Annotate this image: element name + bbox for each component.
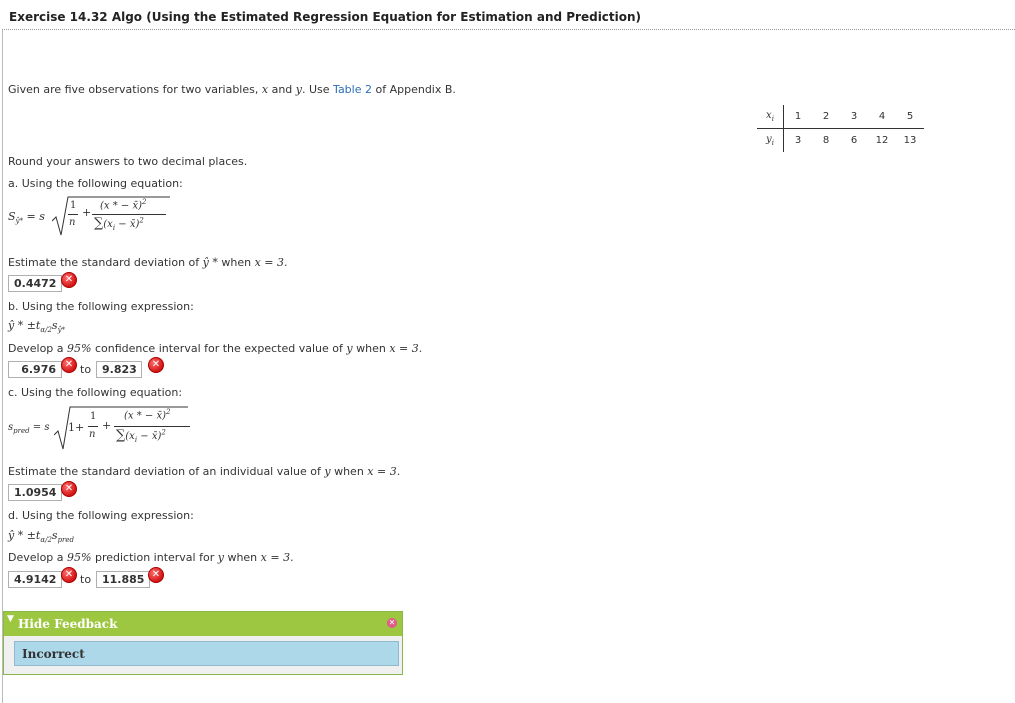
page-title: Exercise 14.32 Algo (Using the Estimated Regression Equation for Estimation and Prediction) xyxy=(9,10,642,24)
table-cell: 2 xyxy=(812,105,840,129)
answer-b-low-field[interactable]: 6.976 xyxy=(8,361,62,378)
error-icon: ✕ xyxy=(61,481,77,497)
title-divider xyxy=(2,29,1015,30)
part-c-label: c. Using the following equation: xyxy=(8,386,183,399)
part-a-label: a. Using the following equation: xyxy=(8,177,183,190)
table-row-x xyxy=(757,105,924,129)
part-c-question: Estimate the standard deviation of an individual value of y when x = 3. xyxy=(8,465,401,478)
part-d-question: Develop a 95% prediction interval for y when x = 3. xyxy=(8,551,294,564)
table-cell: 3 xyxy=(794,135,802,146)
formula-s-yhat: $S_{ŷ*} = s$ 1 n + (x * − x̄)$^2$ $\sum(x_i$ − x̄)$^2$ xyxy=(8,195,168,245)
to-label: to xyxy=(80,573,92,586)
part-a-question: Estimate the standard deviation of ŷ * when x = 3. xyxy=(8,256,288,269)
table-cell: 8 xyxy=(822,135,830,146)
content-border xyxy=(2,30,3,703)
data-table xyxy=(757,105,924,152)
error-icon: ✕ xyxy=(61,272,77,288)
feedback-message-box xyxy=(14,641,399,666)
table-cell: 12 xyxy=(875,135,889,146)
part-b-question: Develop a 95% confidence interval for the expected value of y when x = 3. xyxy=(8,342,423,355)
part-b-expression: ŷ * $\pm t_{\alpha/2}s_{ŷ*}$ xyxy=(8,319,66,335)
table-cell: 6 xyxy=(850,135,858,146)
table-cell: 3 xyxy=(840,105,868,129)
y-header: $y_i$ xyxy=(757,129,784,153)
feedback-header[interactable] xyxy=(4,612,402,636)
round-note: Round your answers to two decimal places. xyxy=(8,155,248,168)
part-b-label: b. Using the following expression: xyxy=(8,300,194,313)
table-cell: 1 xyxy=(784,105,813,129)
table-row-y xyxy=(757,129,924,153)
error-icon: ✕ xyxy=(148,567,164,583)
part-d-expression: ŷ * $\pm t_{\alpha/2}s_{pred}$ xyxy=(8,529,75,545)
feedback-panel xyxy=(3,611,403,675)
x-header: $x_i$ xyxy=(757,105,784,129)
answer-a-field[interactable]: 0.4472 xyxy=(8,275,62,292)
answer-c-field[interactable]: 1.0954 xyxy=(8,484,62,501)
error-icon: ✕ xyxy=(61,567,77,583)
collapse-arrow-icon[interactable]: ▼ xyxy=(7,614,14,624)
table-cell: 4 xyxy=(868,105,896,129)
intro-text: Given are five observations for two variables, x and y. Use Table 2 of Appendix B. xyxy=(8,83,456,96)
error-icon: ✕ xyxy=(61,357,77,373)
to-label: to xyxy=(80,363,92,376)
close-icon[interactable]: ✕ xyxy=(388,618,396,627)
table-2-link[interactable]: Table 2 xyxy=(333,83,372,96)
formula-s-pred: $s_{pred} = s$ 1+ 1 n + (x * − x̄)$^2$ $\sum(x_i$ − x̄)$^2$ xyxy=(8,405,193,455)
feedback-message: Incorrect xyxy=(22,647,85,661)
part-d-label: d. Using the following expression: xyxy=(8,509,194,522)
answer-d-high-field[interactable]: 11.885 xyxy=(96,571,150,588)
hide-feedback-toggle[interactable]: Hide Feedback xyxy=(18,617,118,631)
answer-b-high-field[interactable]: 9.823 xyxy=(96,361,142,378)
answer-d-low-field[interactable]: 4.9142 xyxy=(8,571,62,588)
error-icon: ✕ xyxy=(148,357,164,373)
table-cell: 13 xyxy=(903,135,917,146)
table-cell: 5 xyxy=(896,105,924,129)
